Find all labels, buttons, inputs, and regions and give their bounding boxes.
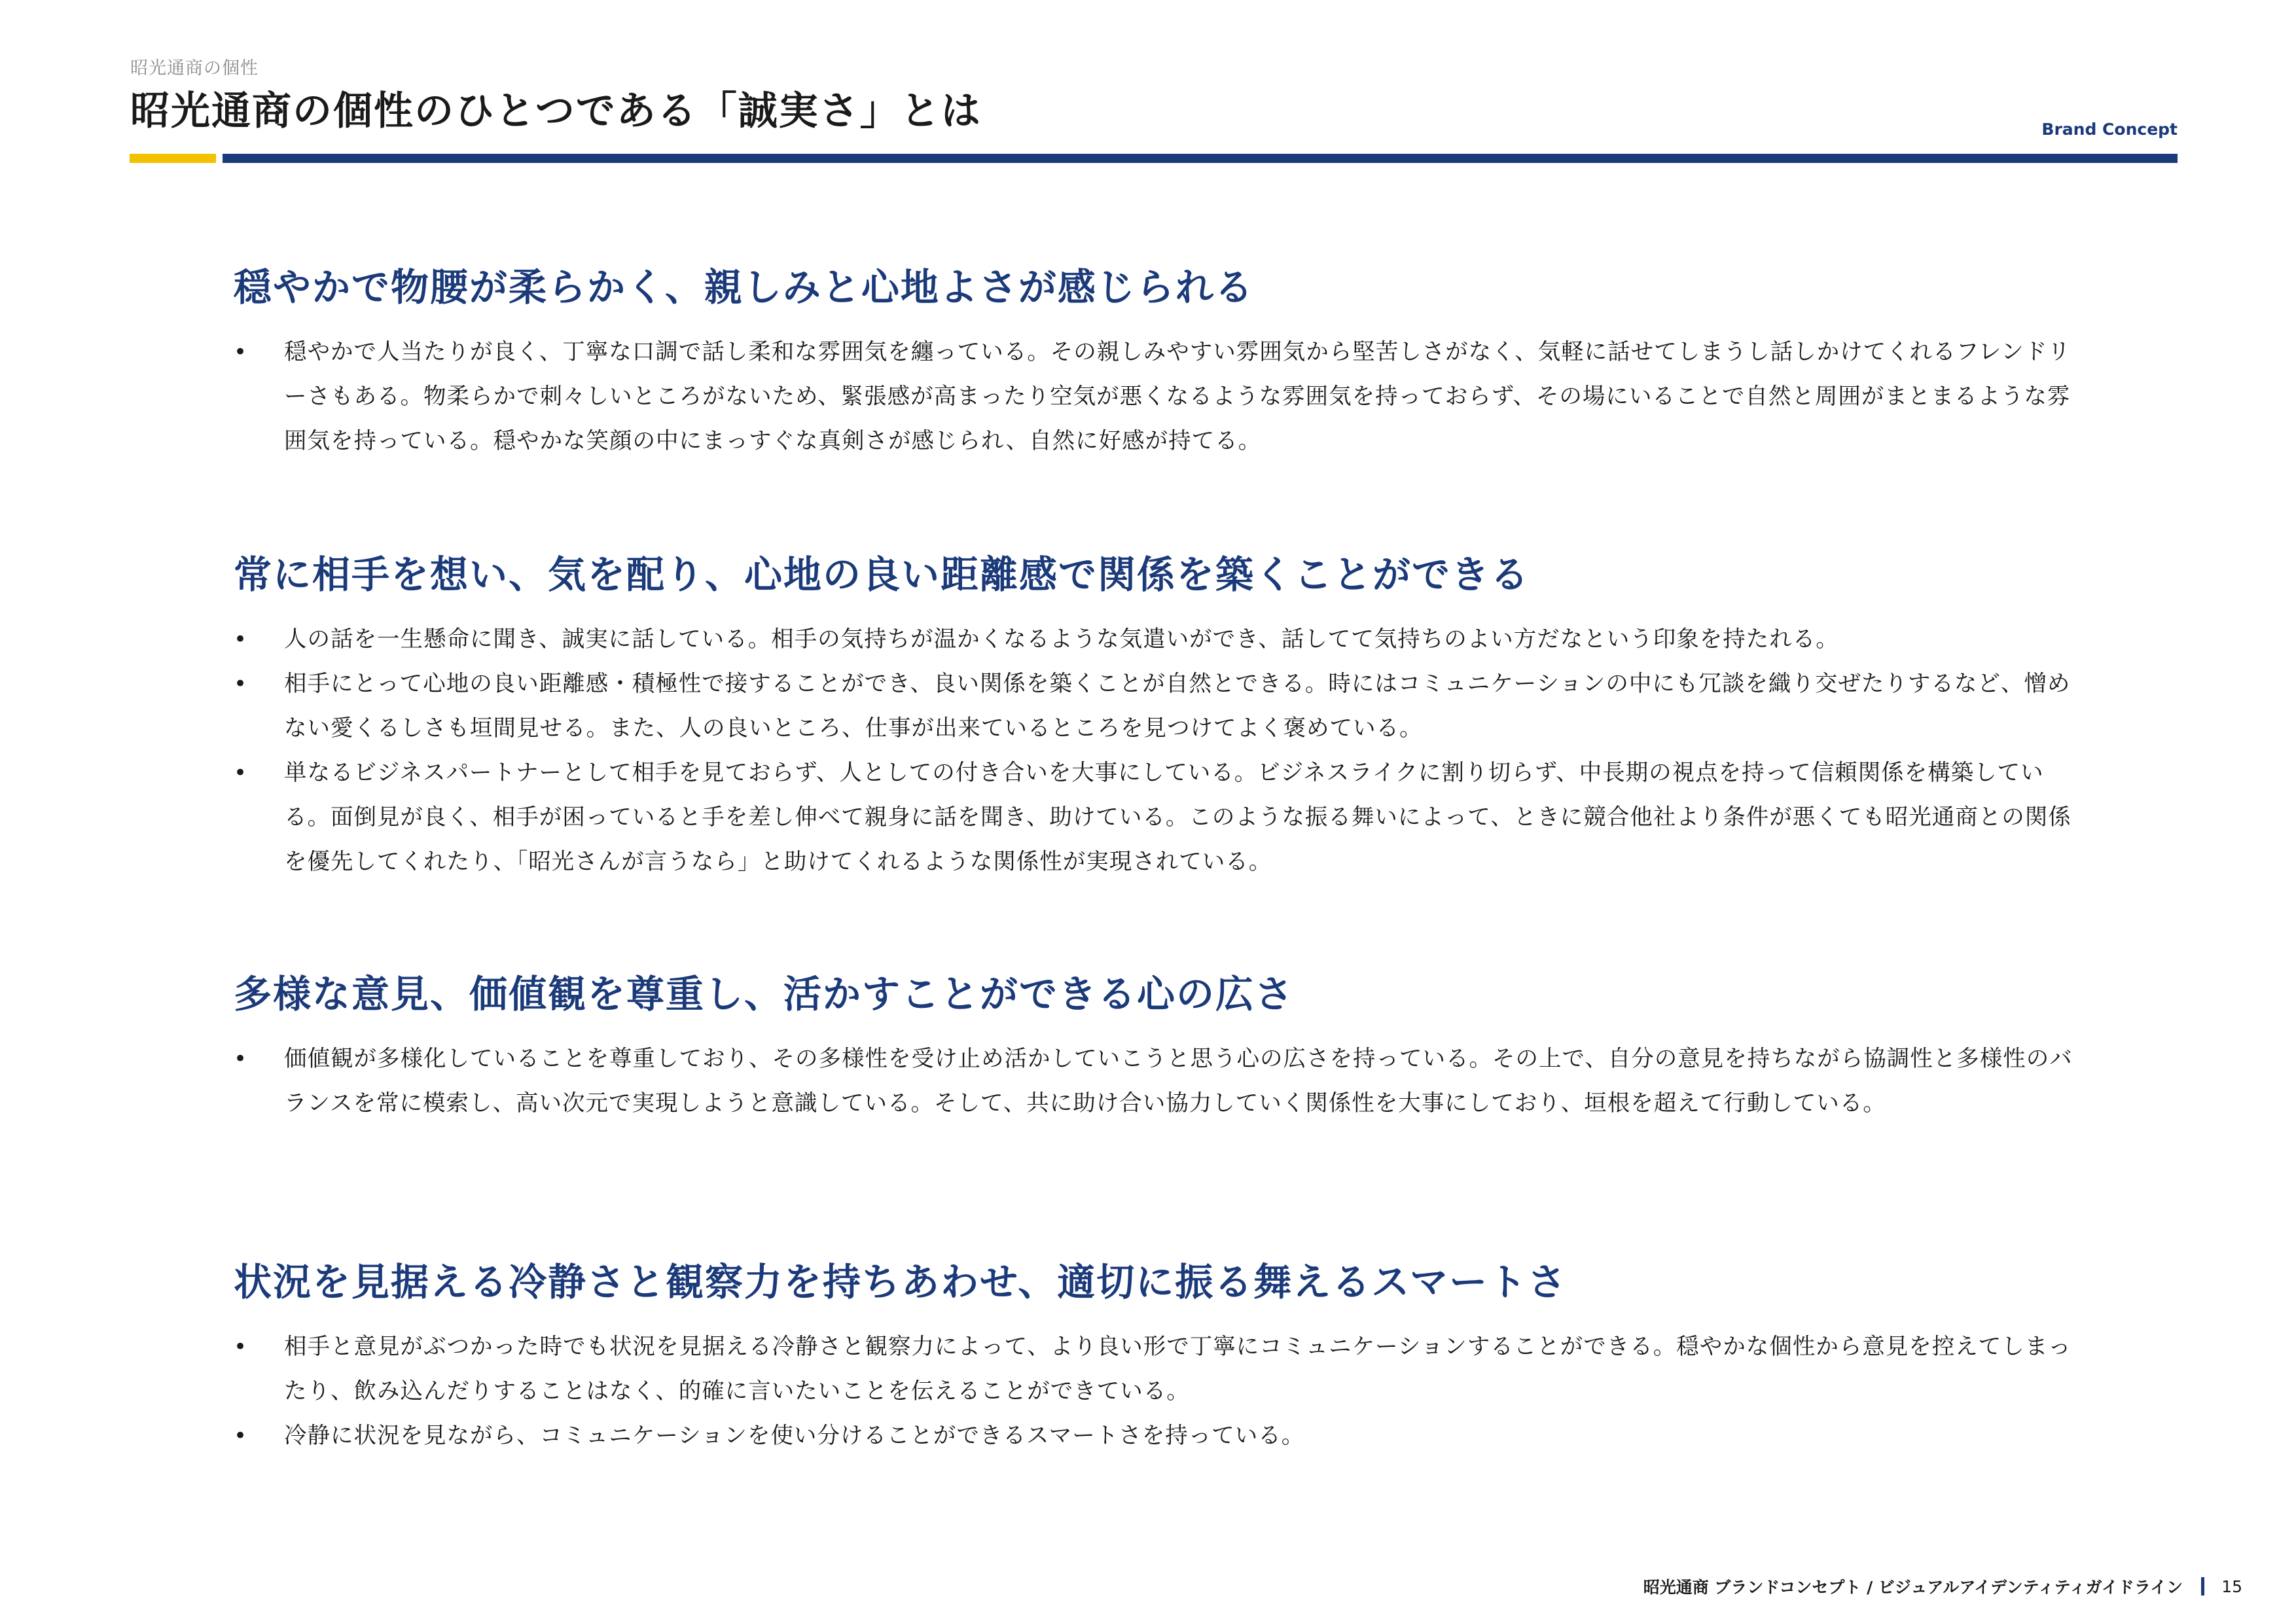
brand-concept-label: Brand Concept [2041, 120, 2178, 139]
section-heading: 常に相手を想い、気を配り、心地の良い距離感で関係を築くことができる [234, 552, 1530, 597]
bullet-list [234, 617, 2079, 884]
bullet-item: • 人の話を一生懸命に聞き、誠実に話している。相手の気持ちが温かくなるような気遣いができ、話してて気持ちのよい方だなという印象を持たれる。 [234, 617, 2079, 662]
bullet-item: • 冷静に状況を見ながら、コミュニケーションを使い分けることができるスマートさを持っている。 [234, 1414, 2079, 1458]
header-accent-rule [130, 154, 216, 163]
page-title: 昭光通商の個性のひとつである「誠実さ」とは [130, 88, 982, 134]
bullet-item: • 価値観が多様化していることを尊重しており、その多様性を受け止め活かしていこうと思う心の広さを持っている。その上で、自分の意見を持ちながら協調性と多様性のバランスを常に模索し、高い次元で実現しようと意識している。そして、共に助け合い協力していく関係性を大事にしており、垣根を超えて行動している。 [234, 1037, 2079, 1126]
section-heading: 多様な意見、価値観を尊重し、活かすことができる心の広さ [234, 972, 1295, 1016]
bullet-list [234, 1325, 2079, 1458]
footer-doc-title: 昭光通商 ブランドコンセプト / ビジュアルアイデンティティガイドライン [1643, 1578, 2183, 1597]
footer-separator [2201, 1577, 2204, 1596]
page-number: 15 [2221, 1577, 2242, 1596]
bullet-list [234, 1037, 2079, 1126]
section-diversity [234, 963, 2079, 1126]
section-heading: 穏やかで物腰が柔らかく、親しみと心地よさが感じられる [234, 265, 1254, 310]
bullet-item: • 相手と意見がぶつかった時でも状況を見据える冷静さと観察力によって、より良い形で丁寧にコミュニケーションすることができる。穏やかな個性から意見を控えてしまったり、飲み込んだりすることはなく、的確に言いたいことを伝えることができている。 [234, 1325, 2079, 1414]
footer [1643, 1575, 2242, 1598]
section-heading: 状況を見据える冷静さと観察力を持ちあわせ、適切に振る舞えるスマートさ [234, 1260, 1568, 1304]
section-gentle-demeanor [234, 257, 2079, 463]
bullet-item: • 単なるビジネスパートナーとして相手を見ておらず、人としての付き合いを大事にしている。ビジネスライクに割り切らず、中長期の視点を持って信頼関係を構築している。面倒見が良く、相手が困っていると手を差し伸べて親身に話を聞き、助けている。このような振る舞いによって、ときに競合他社より条件が悪くても昭光通商との関係を優先してくれたり、「昭光さんが言うなら」と助けてくれるような関係性が実現されている。 [234, 751, 2079, 884]
section-relationships [234, 544, 2079, 884]
bullet-list [234, 330, 2079, 463]
breadcrumb: 昭光通商の個性 [130, 58, 259, 79]
bullet-item: • 相手にとって心地の良い距離感・積極性で接することができ、良い関係を築くことが自然とできる。時にはコミュニケーションの中にも冗談を織り交ぜたりするなど、憎めない愛くるしさも垣間見せる。また、人の良いところ、仕事が出来ているところを見つけてよく褒めている。 [234, 662, 2079, 751]
bullet-item: • 穏やかで人当たりが良く、丁寧な口調で話し柔和な雰囲気を纏っている。その親しみやすい雰囲気から堅苦しさがなく、気軽に話せてしまうし話しかけてくれるフレンドリーさもある。物柔らかで刺々しいところがないため、緊張感が高まったり空気が悪くなるような雰囲気を持っておらず、その場にいることで自然と周囲がまとまるような雰囲気を持っている。穏やかな笑顔の中にまっすぐな真剣さが感じられ、自然に好感が持てる。 [234, 330, 2079, 463]
section-smartness [234, 1251, 2079, 1458]
header-rule [223, 154, 2178, 163]
